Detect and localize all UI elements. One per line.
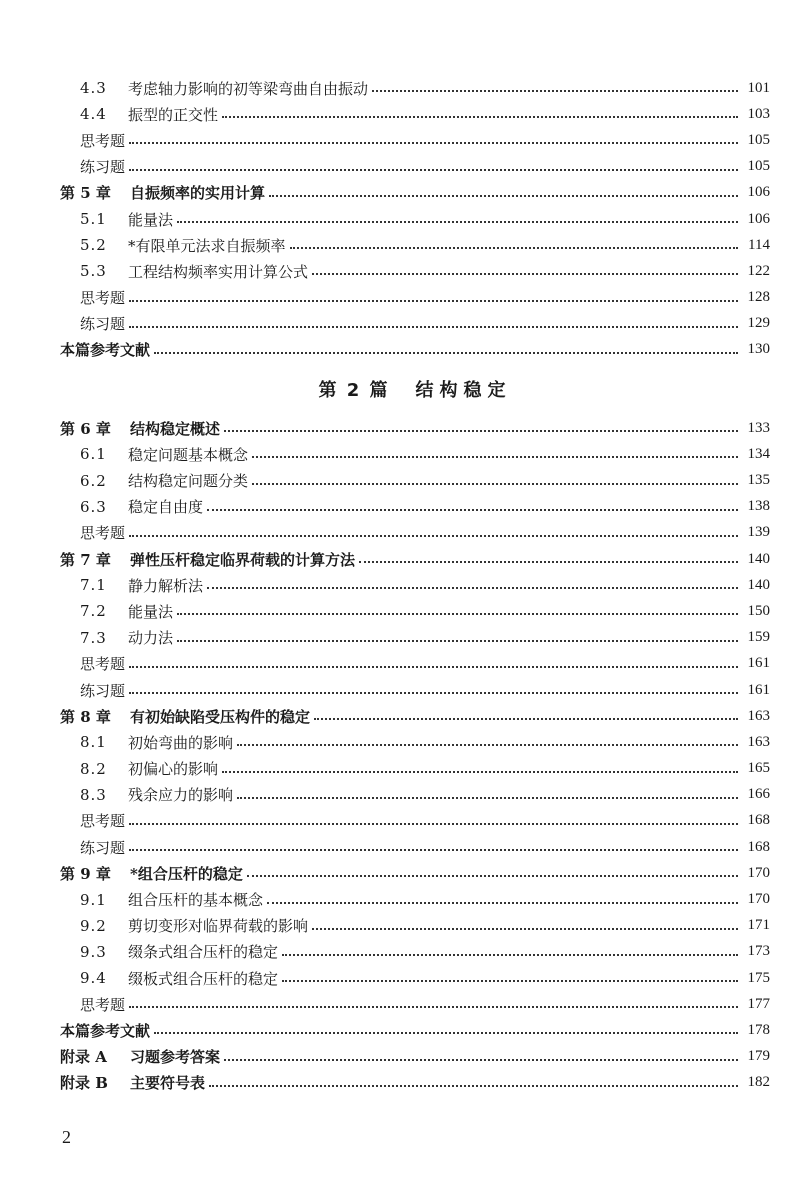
toc-entry-section bbox=[60, 625, 770, 651]
dot-leader bbox=[314, 718, 738, 720]
toc-entry-page: 114 bbox=[748, 236, 770, 253]
toc-entry-number: 6.1 bbox=[80, 445, 107, 464]
toc-entry-page: 178 bbox=[747, 1021, 770, 1038]
toc-entry-heading bbox=[60, 784, 233, 805]
toc-entry-title: 残余应力的影响 bbox=[128, 786, 234, 805]
toc-entry-page: 182 bbox=[747, 1074, 770, 1091]
dot-leader bbox=[154, 352, 738, 354]
toc-entry-exercise bbox=[60, 991, 770, 1017]
toc-entry-chapter bbox=[60, 415, 770, 441]
toc-entry-title: 初偏心的影响 bbox=[128, 760, 219, 779]
toc-entry-heading bbox=[60, 627, 173, 648]
toc-entry-exercise bbox=[60, 154, 770, 180]
toc-entry-number: 附录 B bbox=[60, 1074, 108, 1093]
toc-entry-page: 103 bbox=[747, 105, 770, 122]
toc-entry-chapter bbox=[60, 546, 770, 572]
dot-leader bbox=[252, 483, 738, 485]
toc-entry-title: 工程结构频率实用计算公式 bbox=[128, 262, 309, 281]
dot-leader bbox=[177, 613, 738, 615]
toc-entry-page: 106 bbox=[747, 184, 770, 201]
toc-entry-number: 第 7 章 bbox=[60, 550, 111, 569]
toc-entry-number: 6.2 bbox=[80, 471, 107, 490]
dot-leader bbox=[129, 666, 738, 668]
toc-entry-title: 剪切变形对临界荷载的影响 bbox=[128, 917, 309, 936]
toc-entry-exercise bbox=[60, 651, 770, 677]
toc-entry-title: 稳定自由度 bbox=[128, 498, 204, 517]
toc-entry-exercise bbox=[60, 808, 770, 834]
toc-entry-heading bbox=[60, 732, 233, 753]
toc-entry-number: 第 9 章 bbox=[60, 864, 111, 883]
toc-entry-page: 101 bbox=[747, 79, 770, 96]
page-number: 2 bbox=[62, 1127, 71, 1147]
toc-entry-title: 自振频率的实用计算 bbox=[130, 184, 266, 203]
toc-entry-heading bbox=[60, 78, 368, 99]
toc-entry-title: 静力解析法 bbox=[128, 576, 204, 595]
toc-entry-chapter bbox=[60, 703, 770, 729]
toc-entry-number: 第 8 章 bbox=[60, 707, 111, 726]
toc-entry-number: 5.3 bbox=[80, 262, 107, 281]
toc-entry-page: 168 bbox=[747, 812, 770, 829]
toc-entry-heading bbox=[60, 863, 243, 884]
toc-entry-heading bbox=[60, 889, 263, 910]
toc-entry-heading bbox=[60, 1072, 205, 1093]
toc-entry-page: 163 bbox=[747, 733, 770, 750]
toc-entry-number: 9.4 bbox=[80, 969, 107, 988]
toc-entry-section bbox=[60, 467, 770, 493]
dot-leader bbox=[269, 195, 738, 197]
toc-entry-title: 练习题 bbox=[80, 681, 126, 700]
toc-entry-page: 173 bbox=[747, 943, 770, 960]
toc-entry-section bbox=[60, 965, 770, 991]
toc-entry-heading bbox=[60, 994, 125, 1015]
toc-entry-section bbox=[60, 206, 770, 232]
toc-entry-page: 165 bbox=[747, 760, 770, 777]
dot-leader bbox=[312, 273, 738, 275]
toc-entry-number: 8.2 bbox=[80, 759, 107, 778]
toc-entry-title: 结构稳定问题分类 bbox=[128, 472, 249, 491]
toc-entry-page: 105 bbox=[747, 158, 770, 175]
toc-entry-section bbox=[60, 598, 770, 624]
toc-entry-page: 170 bbox=[747, 891, 770, 908]
toc-entry-title: 振型的正交性 bbox=[128, 105, 219, 124]
toc-entry-exercise bbox=[60, 127, 770, 153]
toc-entry-heading bbox=[60, 837, 125, 858]
toc-entry-page: 175 bbox=[747, 969, 770, 986]
toc-entry-title: 能量法 bbox=[128, 210, 174, 229]
toc-entry-page: 159 bbox=[747, 629, 770, 646]
toc-entry-section bbox=[60, 441, 770, 467]
dot-leader bbox=[129, 326, 738, 328]
toc-entry-heading bbox=[60, 549, 355, 570]
toc-entry-title: 思考题 bbox=[80, 995, 126, 1014]
toc-entry-page: 161 bbox=[747, 681, 770, 698]
toc-entry-title: 习题参考答案 bbox=[130, 1048, 221, 1067]
toc-entry-number: 附录 A bbox=[60, 1048, 107, 1067]
dot-leader bbox=[129, 1006, 738, 1008]
toc-entry-bold bbox=[60, 1017, 770, 1043]
toc-entry-heading bbox=[60, 810, 125, 831]
toc-entry-page: 150 bbox=[747, 602, 770, 619]
toc-entry-page: 163 bbox=[747, 707, 770, 724]
table-of-contents bbox=[60, 75, 770, 1096]
toc-entry-page: 122 bbox=[747, 262, 770, 279]
dot-leader bbox=[222, 116, 738, 118]
toc-entry-heading bbox=[60, 444, 248, 465]
toc-entry-page: 129 bbox=[747, 315, 770, 332]
dot-leader bbox=[129, 849, 738, 851]
toc-entry-title: 缀条式组合压杆的稳定 bbox=[128, 943, 279, 962]
toc-entry-number: 5.2 bbox=[80, 236, 107, 255]
toc-entry-title: 思考题 bbox=[80, 655, 126, 674]
toc-entry-heading bbox=[60, 339, 150, 360]
part-label: 第 2 篇 bbox=[318, 380, 390, 402]
toc-entry-page: 130 bbox=[747, 341, 770, 358]
toc-entry-chapter bbox=[60, 860, 770, 886]
toc-entry-number: 8.1 bbox=[80, 733, 107, 752]
dot-leader bbox=[267, 902, 738, 904]
toc-entry-title: 缀板式组合压杆的稳定 bbox=[128, 969, 279, 988]
toc-entry-heading bbox=[60, 209, 173, 230]
toc-entry-heading bbox=[60, 758, 218, 779]
dot-leader bbox=[207, 509, 738, 511]
toc-entry-title: 能量法 bbox=[128, 602, 174, 621]
toc-entry-title: 稳定问题基本概念 bbox=[128, 445, 249, 464]
toc-entry-section bbox=[60, 258, 770, 284]
toc-entry-exercise bbox=[60, 834, 770, 860]
toc-entry-appendix bbox=[60, 1044, 770, 1070]
toc-entry-title: 思考题 bbox=[80, 812, 126, 831]
toc-entry-heading bbox=[60, 130, 125, 151]
part-name: 结构稳定 bbox=[415, 380, 512, 402]
dot-leader bbox=[224, 430, 738, 432]
toc-group-part2 bbox=[60, 415, 770, 1096]
dot-leader bbox=[129, 535, 738, 537]
toc-entry-page: 133 bbox=[747, 419, 770, 436]
toc-entry-page: 140 bbox=[747, 576, 770, 593]
toc-entry-section bbox=[60, 756, 770, 782]
toc-entry-page: 140 bbox=[747, 550, 770, 567]
toc-entry-title: 练习题 bbox=[80, 315, 126, 334]
toc-entry-number: 4.3 bbox=[80, 79, 107, 98]
dot-leader bbox=[129, 823, 738, 825]
dot-leader bbox=[247, 875, 738, 877]
toc-entry-title: 弹性压杆稳定临界荷载的计算方法 bbox=[130, 550, 356, 569]
toc-entry-section bbox=[60, 939, 770, 965]
dot-leader bbox=[282, 980, 738, 982]
toc-group-part1 bbox=[60, 75, 770, 363]
toc-entry-heading bbox=[60, 261, 308, 282]
toc-entry-section bbox=[60, 494, 770, 520]
toc-entry-section bbox=[60, 913, 770, 939]
toc-entry-number: 7.3 bbox=[80, 628, 107, 647]
dot-leader bbox=[312, 928, 738, 930]
dot-leader bbox=[129, 142, 738, 144]
toc-entry-title: 思考题 bbox=[80, 524, 126, 543]
part-heading bbox=[60, 363, 770, 415]
toc-entry-heading bbox=[60, 968, 278, 989]
toc-entry-exercise bbox=[60, 677, 770, 703]
dot-leader bbox=[252, 456, 738, 458]
toc-entry-heading bbox=[60, 287, 125, 308]
toc-entry-exercise bbox=[60, 520, 770, 546]
toc-entry-title: 动力法 bbox=[128, 629, 174, 648]
dot-leader bbox=[372, 90, 738, 92]
toc-entry-page: 105 bbox=[747, 131, 770, 148]
dot-leader bbox=[154, 1032, 738, 1034]
toc-entry-number: 7.2 bbox=[80, 602, 107, 621]
toc-entry-title: 有初始缺陷受压构件的稳定 bbox=[130, 707, 311, 726]
toc-entry-page: 177 bbox=[747, 995, 770, 1012]
toc-entry-title: 练习题 bbox=[80, 838, 126, 857]
toc-entry-page: 128 bbox=[747, 289, 770, 306]
toc-entry-heading bbox=[60, 156, 125, 177]
toc-entry-title: 思考题 bbox=[80, 131, 126, 150]
toc-entry-chapter bbox=[60, 180, 770, 206]
toc-entry-number: 8.3 bbox=[80, 785, 107, 804]
toc-entry-section bbox=[60, 782, 770, 808]
toc-entry-number: 7.1 bbox=[80, 576, 107, 595]
toc-entry-heading bbox=[60, 653, 125, 674]
toc-entry-heading bbox=[60, 680, 125, 701]
toc-entry-appendix bbox=[60, 1070, 770, 1096]
toc-entry-title: 练习题 bbox=[80, 158, 126, 177]
dot-leader bbox=[177, 221, 738, 223]
dot-leader bbox=[237, 744, 738, 746]
dot-leader bbox=[129, 169, 738, 171]
toc-entry-page: 139 bbox=[747, 524, 770, 541]
toc-entry-bold bbox=[60, 337, 770, 363]
toc-entry-page: 161 bbox=[747, 655, 770, 672]
toc-entry-section bbox=[60, 572, 770, 598]
dot-leader bbox=[359, 561, 738, 563]
toc-entry-heading bbox=[60, 522, 125, 543]
dot-leader bbox=[177, 640, 738, 642]
toc-entry-page: 166 bbox=[747, 786, 770, 803]
toc-entry-page: 168 bbox=[747, 838, 770, 855]
toc-entry-number: 9.2 bbox=[80, 916, 107, 935]
toc-entry-heading bbox=[60, 182, 265, 203]
dot-leader bbox=[282, 954, 738, 956]
toc-entry-heading bbox=[60, 575, 203, 596]
toc-entry-title: *有限单元法求自振频率 bbox=[128, 236, 286, 255]
toc-entry-number: 4.4 bbox=[80, 105, 107, 124]
toc-entry-title: *组合压杆的稳定 bbox=[130, 864, 243, 883]
toc-entry-heading bbox=[60, 235, 286, 256]
dot-leader bbox=[129, 692, 738, 694]
toc-entry-heading bbox=[60, 470, 248, 491]
toc-entry-page: 135 bbox=[747, 472, 770, 489]
toc-entry-heading bbox=[60, 418, 220, 439]
toc-entry-exercise bbox=[60, 311, 770, 337]
toc-entry-heading bbox=[60, 496, 203, 517]
toc-entry-page: 134 bbox=[747, 445, 770, 462]
toc-entry-page: 171 bbox=[747, 917, 770, 934]
toc-entry-page: 170 bbox=[747, 864, 770, 881]
toc-entry-title: 组合压杆的基本概念 bbox=[128, 891, 264, 910]
toc-entry-heading bbox=[60, 104, 218, 125]
toc-entry-section bbox=[60, 75, 770, 101]
toc-entry-heading bbox=[60, 1020, 150, 1041]
toc-entry-number: 6.3 bbox=[80, 497, 107, 516]
toc-entry-section bbox=[60, 886, 770, 912]
toc-entry-number: 5.1 bbox=[80, 210, 107, 229]
toc-entry-page: 138 bbox=[747, 498, 770, 515]
dot-leader bbox=[207, 587, 738, 589]
toc-entry-heading bbox=[60, 915, 308, 936]
toc-entry-title: 考虑轴力影响的初等梁弯曲自由振动 bbox=[128, 79, 369, 98]
toc-entry-number: 9.1 bbox=[80, 890, 107, 909]
toc-entry-exercise bbox=[60, 285, 770, 311]
dot-leader bbox=[237, 797, 738, 799]
toc-entry-title: 思考题 bbox=[80, 289, 126, 308]
toc-entry-title: 初始弯曲的影响 bbox=[128, 733, 234, 752]
toc-entry-heading bbox=[60, 706, 310, 727]
toc-entry-section bbox=[60, 101, 770, 127]
dot-leader bbox=[290, 247, 738, 249]
toc-entry-title: 本篇参考文献 bbox=[60, 341, 151, 360]
toc-entry-section bbox=[60, 729, 770, 755]
toc-entry-title: 结构稳定概述 bbox=[130, 419, 221, 438]
toc-entry-heading bbox=[60, 941, 278, 962]
toc-entry-number: 第 6 章 bbox=[60, 419, 111, 438]
toc-entry-number: 9.3 bbox=[80, 942, 107, 961]
dot-leader bbox=[209, 1085, 738, 1087]
dot-leader bbox=[224, 1059, 738, 1061]
toc-entry-heading bbox=[60, 1046, 220, 1067]
toc-entry-heading bbox=[60, 601, 173, 622]
toc-entry-title: 本篇参考文献 bbox=[60, 1021, 151, 1040]
toc-entry-title: 主要符号表 bbox=[130, 1074, 206, 1093]
dot-leader bbox=[222, 771, 738, 773]
dot-leader bbox=[129, 300, 738, 302]
toc-entry-page: 179 bbox=[747, 1048, 770, 1065]
toc-entry-section bbox=[60, 232, 770, 258]
toc-entry-heading bbox=[60, 313, 125, 334]
toc-entry-number: 第 5 章 bbox=[60, 184, 111, 203]
toc-entry-page: 106 bbox=[747, 210, 770, 227]
